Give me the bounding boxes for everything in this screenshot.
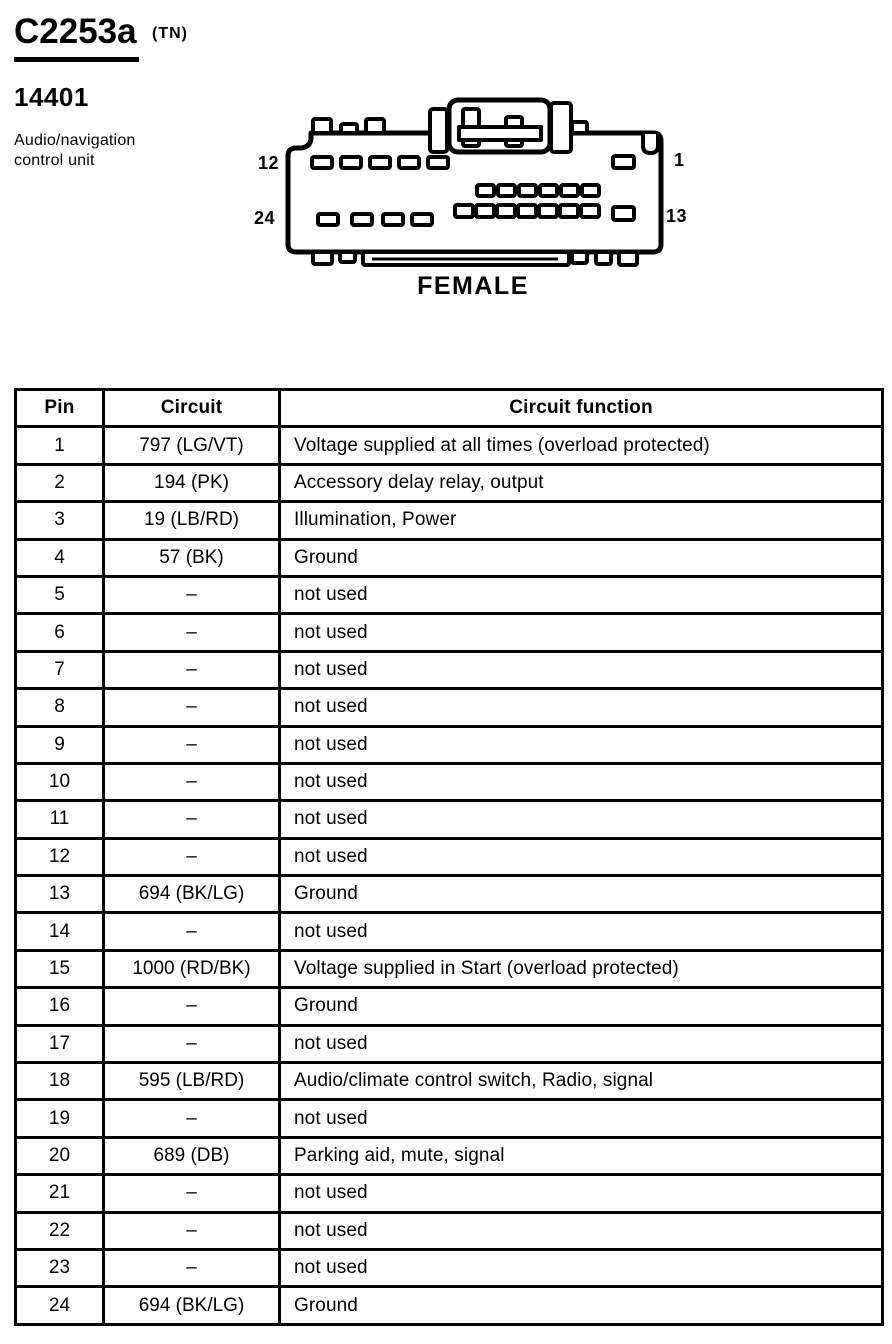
table-row <box>16 950 883 987</box>
table-row <box>16 576 883 613</box>
function-cell: not used <box>280 726 883 763</box>
table-row <box>16 427 883 464</box>
circuit-cell: – <box>104 1025 280 1062</box>
pin-cell: 8 <box>16 689 104 726</box>
pin-cell: 22 <box>16 1212 104 1249</box>
function-cell: not used <box>280 763 883 800</box>
circuit-cell: – <box>104 763 280 800</box>
column-header-circuit-function: Circuit function <box>280 390 883 427</box>
connector-bottom-tabs <box>313 252 637 265</box>
circuit-cell: – <box>104 988 280 1025</box>
function-cell: not used <box>280 801 883 838</box>
component-name-line2: control unit <box>14 152 95 169</box>
circuit-cell: – <box>104 1212 280 1249</box>
circuit-cell: – <box>104 913 280 950</box>
table-row <box>16 539 883 576</box>
pin-cell: 11 <box>16 801 104 838</box>
table-row <box>16 988 883 1025</box>
circuit-cell: – <box>104 576 280 613</box>
pin-label-13: 13 <box>666 206 688 226</box>
table-row <box>16 1175 883 1212</box>
table-row <box>16 876 883 913</box>
pin-cell: 19 <box>16 1100 104 1137</box>
function-cell: Parking aid, mute, signal <box>280 1137 883 1174</box>
circuit-cell: 694 (BK/LG) <box>104 1287 280 1324</box>
pin-cell: 10 <box>16 763 104 800</box>
pin-cell: 9 <box>16 726 104 763</box>
function-cell: Illumination, Power <box>280 502 883 539</box>
circuit-cell: – <box>104 1249 280 1286</box>
pin-cell: 17 <box>16 1025 104 1062</box>
function-cell: not used <box>280 1175 883 1212</box>
circuit-cell: – <box>104 1100 280 1137</box>
table-row <box>16 726 883 763</box>
function-cell: not used <box>280 576 883 613</box>
table-row <box>16 838 883 875</box>
table-row <box>16 1063 883 1100</box>
circuit-cell: 595 (LB/RD) <box>104 1063 280 1100</box>
function-cell: not used <box>280 1025 883 1062</box>
pinout-table <box>14 388 884 1326</box>
table-row <box>16 689 883 726</box>
connector-id-title: C2253a <box>14 12 139 62</box>
pin-cell: 7 <box>16 651 104 688</box>
circuit-cell: – <box>104 801 280 838</box>
circuit-cell: – <box>104 651 280 688</box>
pin-cell: 6 <box>16 614 104 651</box>
table-row <box>16 801 883 838</box>
circuit-cell: – <box>104 614 280 651</box>
circuit-cell: 797 (LG/VT) <box>104 427 280 464</box>
function-cell: Ground <box>280 539 883 576</box>
table-row <box>16 913 883 950</box>
pin-label-24: 24 <box>254 208 276 228</box>
pin-cell: 21 <box>16 1175 104 1212</box>
table-row <box>16 1287 883 1324</box>
connector-diagram <box>248 93 692 275</box>
circuit-cell: 694 (BK/LG) <box>104 876 280 913</box>
table-row <box>16 614 883 651</box>
function-cell: not used <box>280 689 883 726</box>
column-header-circuit: Circuit <box>104 390 280 427</box>
pin-cell: 12 <box>16 838 104 875</box>
pin-cell: 23 <box>16 1249 104 1286</box>
function-cell: not used <box>280 1212 883 1249</box>
table-row <box>16 1212 883 1249</box>
function-cell: Audio/climate control switch, Radio, signal <box>280 1063 883 1100</box>
component-name-line1: Audio/navigation <box>14 132 136 149</box>
pin-cell: 1 <box>16 427 104 464</box>
circuit-cell: 1000 (RD/BK) <box>104 950 280 987</box>
table-row <box>16 763 883 800</box>
pin-cell: 4 <box>16 539 104 576</box>
table-header-row <box>16 390 883 427</box>
column-header-pin: Pin <box>16 390 104 427</box>
circuit-cell: 19 (LB/RD) <box>104 502 280 539</box>
pin-cell: 5 <box>16 576 104 613</box>
pin-label-12: 12 <box>258 153 280 173</box>
circuit-cell: 57 (BK) <box>104 539 280 576</box>
pin-cell: 15 <box>16 950 104 987</box>
table-row <box>16 464 883 501</box>
function-cell: Ground <box>280 988 883 1025</box>
pin-cell: 24 <box>16 1287 104 1324</box>
circuit-cell: – <box>104 689 280 726</box>
function-cell: not used <box>280 614 883 651</box>
function-cell: not used <box>280 651 883 688</box>
component-name <box>14 131 136 171</box>
function-cell: not used <box>280 1249 883 1286</box>
circuit-cell: – <box>104 838 280 875</box>
pin-cell: 3 <box>16 502 104 539</box>
function-cell: Voltage supplied in Start (overload protected) <box>280 950 883 987</box>
table-row <box>16 1137 883 1174</box>
function-cell: Ground <box>280 876 883 913</box>
table-row <box>16 502 883 539</box>
pin-cell: 13 <box>16 876 104 913</box>
function-cell: Accessory delay relay, output <box>280 464 883 501</box>
function-cell: not used <box>280 838 883 875</box>
part-number: 14401 <box>14 82 89 112</box>
table-row <box>16 651 883 688</box>
pin-cell: 2 <box>16 464 104 501</box>
circuit-cell: 194 (PK) <box>104 464 280 501</box>
connector-latch <box>430 100 571 152</box>
circuit-cell: 689 (DB) <box>104 1137 280 1174</box>
function-cell: Ground <box>280 1287 883 1324</box>
circuit-cell: – <box>104 726 280 763</box>
pin-cell: 18 <box>16 1063 104 1100</box>
pin-cell: 16 <box>16 988 104 1025</box>
table-row <box>16 1100 883 1137</box>
function-cell: Voltage supplied at all times (overload protected) <box>280 427 883 464</box>
table-row <box>16 1249 883 1286</box>
connector-gender-label: FEMALE <box>417 272 529 300</box>
territory-code: (TN) <box>152 25 188 42</box>
pin-cell: 20 <box>16 1137 104 1174</box>
table-row <box>16 1025 883 1062</box>
circuit-cell: – <box>104 1175 280 1212</box>
function-cell: not used <box>280 1100 883 1137</box>
pin-cell: 14 <box>16 913 104 950</box>
function-cell: not used <box>280 913 883 950</box>
pin-label-1: 1 <box>674 150 685 170</box>
